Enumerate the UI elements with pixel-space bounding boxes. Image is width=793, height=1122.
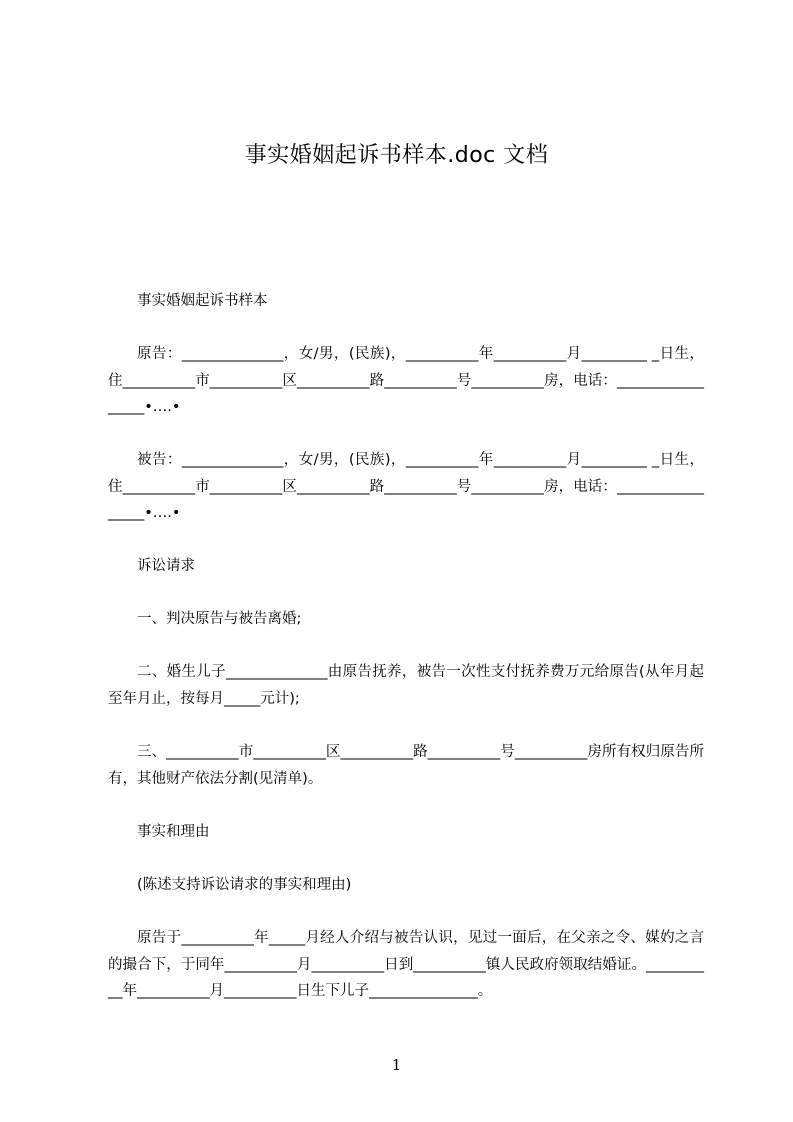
page-number: 1 (391, 1056, 402, 1074)
facts-paragraph: 原告于__________年_____月经人介绍与被告认识，见过一面后，在父亲之令、媒妁之言的撮合下，于同年__________月__________日到__________镇人民政府领取结婚证。__________年__________月__________日生下儿子_______________。 (108, 930, 704, 999)
claim-item-3: 三、__________市__________区__________路__________号__________房所有权归原告所有，其他财产依法分割(见清单)。 (108, 744, 704, 787)
section-heading-facts: 事实和理由 (137, 824, 210, 840)
claim-item-1: 一、判决原告与被告离婚; (137, 611, 302, 627)
plaintiff-info-paragraph: 原告：______________，女/男，(民族)，__________年__________月_________ _日生，住__________市__________区__________路__________号__________房，电话：_________________•….• (108, 346, 704, 415)
defendant-info-paragraph: 被告：______________，女/男，(民族)，__________年__________月_________ _日生，住__________市__________区__________路__________号__________房，电话：_________________•….• (108, 452, 704, 521)
document-title: 事实婚姻起诉书样本.doc 文档 (244, 143, 549, 168)
section-heading-sample: 事实婚姻起诉书样本 (137, 293, 268, 309)
claim-item-2: 二、婚生儿子______________由原告抚养，被告一次性支付抚养费万元给原告(从年月起至年月止，按每月_____元计); (108, 664, 704, 707)
facts-instruction: (陈述支持诉讼请求的事实和理由) (137, 877, 352, 893)
section-heading-claims: 诉讼请求 (137, 558, 195, 574)
